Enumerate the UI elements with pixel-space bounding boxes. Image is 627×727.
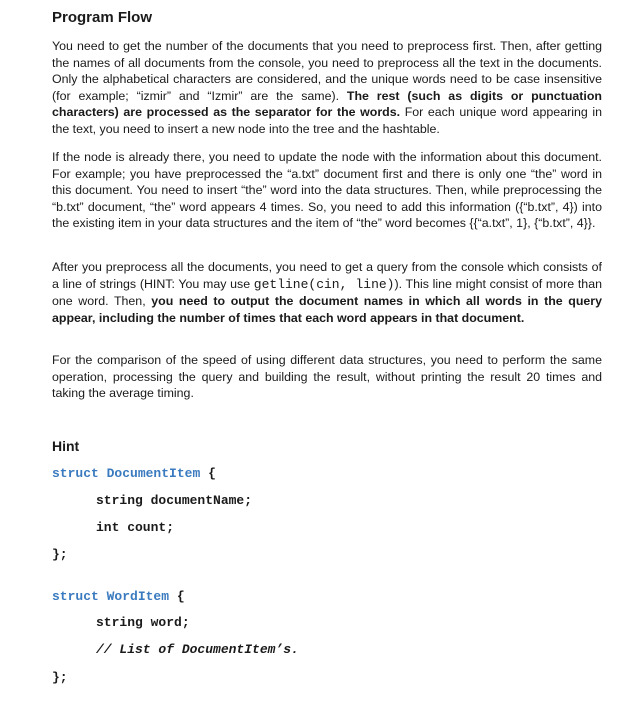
code-line-close-worditem: }; [52,670,68,685]
p3-text-bold: you need to output the document names in which all words in the query appear, including the number of times that each word appears in that document. [52,294,602,325]
paragraph-program-flow-intro [52,38,602,138]
p1-text-a: You need to get the number of the documents that you need to preprocess first. Then, after getting the names of all documents from the console, you need to preprocess all the text in the documents. Only the alphabetical characters are considered, and the unique words need to be case insensitive (for example; “izmir” and “Izmir” are the same). [52,39,602,103]
p1-text-bold: The rest (such as digits or punctuation characters) are processed as the separator for the words. [52,88,602,120]
code-line-struct-documentitem [52,466,216,481]
section-title: Program Flow [52,9,153,26]
code-line-documentname: string documentName; [96,493,253,508]
p1-text-c: For each unique word appearing in the text, you need to insert a new node into the tree and the hashtable. [52,105,602,136]
code-struct-name-worditem: WordItem [106,589,170,604]
code-struct-name-documentitem: DocumentItem [106,466,201,481]
code-open-brace: { [208,466,216,481]
code-line-count: int count; [96,520,175,535]
code-keyword-struct: struct [52,466,99,481]
p3-text-a: After you preprocess all the documents, you need to get a query from the console which consists of a line of strings (HINT: You may use [52,260,602,291]
paragraph-node-update: If the node is already there, you need to update the node with the information about this document. For example; you have preprocessed the “a.txt” document first and there is only one “the” word in this document. You need to insert “the” word into the data structures. Then, while preprocessing the “b.txt” document, “the” word appears 4 times. So, you need to add this information ({“b.txt”, 4}) into the existing item in your data structures and the item of “the” word becomes {{“a.txt”, 1}, {“b.txt”, 4}}. [52,150,602,231]
code-open-brace-2: { [176,589,185,604]
code-line-comment: // List of DocumentItem’s. [96,642,299,657]
paragraph-query [52,259,602,326]
code-line-struct-worditem [52,589,185,604]
paragraph-timing: For the comparison of the speed of using different data structures, you need to perform the same operation, processing the query and building the result, without printing the result 20 times and taking the average timing. [52,353,602,401]
p3-text-b: ). This line might consist of more than one word. Then, [52,276,602,309]
code-line-word: string word; [96,615,190,630]
code-keyword-struct-2: struct [52,589,99,604]
code-line-close-documentitem: }; [52,547,68,562]
p3-inline-code: getline(cin, line) [253,276,395,292]
hint-title: Hint [52,438,80,454]
